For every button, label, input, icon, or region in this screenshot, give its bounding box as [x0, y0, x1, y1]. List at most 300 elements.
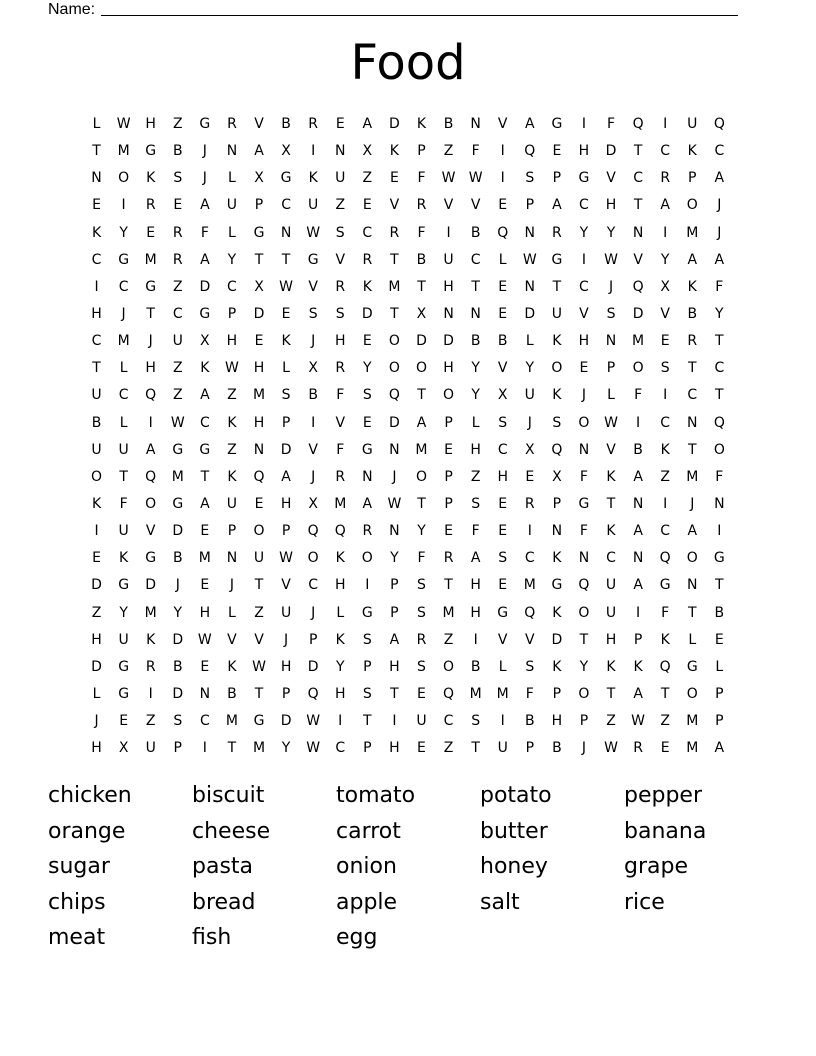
grid-letter: D: [145, 577, 157, 594]
grid-letter: W: [279, 278, 293, 295]
grid-letter: R: [524, 496, 535, 513]
grid-letter: P: [444, 414, 453, 431]
grid-letter: H: [334, 686, 346, 703]
grid-letter: Q: [307, 523, 319, 540]
grid-letter: A: [633, 577, 643, 594]
grid-letter: K: [227, 414, 237, 431]
grid-letter: G: [253, 224, 265, 241]
name-blank-line: [101, 0, 738, 16]
grid-letter: Q: [578, 577, 590, 594]
grid-letter: X: [200, 333, 210, 350]
grid-letter: Y: [525, 360, 535, 377]
grid-letter: C: [660, 143, 671, 160]
word-bank-item: cheese: [192, 818, 271, 844]
grid-letter: T: [687, 441, 697, 458]
grid-letter: S: [417, 604, 426, 621]
grid-letter: S: [471, 496, 481, 513]
grid-letter: V: [254, 116, 264, 133]
grid-letter: V: [227, 631, 237, 648]
grid-letter: R: [145, 197, 156, 214]
grid-letter: U: [118, 523, 129, 540]
grid-letter: I: [663, 224, 668, 241]
grid-letter: H: [578, 333, 590, 350]
grid-letter: U: [91, 441, 102, 458]
grid-letter: T: [254, 686, 264, 703]
grid-letter: E: [660, 740, 670, 757]
grid-letter: N: [578, 441, 590, 458]
grid-letter: F: [119, 496, 128, 513]
word-bank-item: rice: [624, 889, 665, 915]
grid-letter: Q: [551, 441, 563, 458]
grid-letter: R: [308, 116, 319, 133]
grid-letter: O: [686, 686, 698, 703]
grid-letter: O: [578, 414, 590, 431]
grid-letter: P: [281, 523, 291, 540]
grid-row: [83, 681, 733, 708]
grid-letter: L: [498, 658, 507, 675]
grid-letter: S: [308, 306, 318, 323]
grid-letter: H: [551, 713, 563, 730]
grid-letter: Z: [606, 713, 616, 730]
grid-letter: H: [145, 116, 156, 133]
grid-letter: K: [335, 550, 345, 567]
grid-letter: M: [198, 550, 211, 567]
grid-letter: Y: [660, 251, 670, 268]
grid-letter: B: [172, 143, 183, 160]
grid-letter: K: [389, 143, 399, 160]
grid-letter: A: [362, 116, 373, 133]
grid-letter: H: [253, 360, 265, 377]
grid-letter: Z: [227, 387, 237, 404]
grid-letter: J: [311, 333, 316, 350]
grid-letter: L: [525, 333, 534, 350]
word-bank: [48, 778, 768, 956]
grid-letter: O: [388, 333, 400, 350]
grid-letter: Z: [335, 197, 346, 214]
grid-letter: V: [633, 251, 643, 268]
grid-letter: F: [200, 224, 209, 241]
grid-letter: Z: [91, 604, 102, 621]
grid-row: [83, 328, 733, 355]
grid-letter: H: [389, 740, 400, 757]
grid-letter: A: [362, 496, 373, 513]
word-bank-item: chips: [48, 889, 106, 915]
grid-letter: N: [389, 441, 400, 458]
grid-letter: A: [145, 441, 156, 458]
grid-row: [83, 437, 733, 464]
grid-letter: T: [363, 713, 372, 730]
grid-letter: X: [118, 740, 129, 757]
grid-letter: V: [335, 251, 346, 268]
grid-letter: V: [308, 441, 318, 458]
grid-letter: Z: [470, 468, 481, 485]
grid-letter: D: [389, 414, 400, 431]
grid-letter: E: [254, 333, 264, 350]
grid-letter: M: [686, 224, 699, 241]
grid-letter: K: [687, 278, 697, 295]
grid-letter: W: [306, 224, 321, 241]
grid-letter: D: [416, 333, 427, 350]
grid-letter: R: [335, 360, 346, 377]
grid-letter: N: [443, 306, 454, 323]
grid-letter: I: [311, 414, 316, 431]
grid-letter: G: [145, 550, 157, 567]
grid-letter: G: [497, 604, 509, 621]
grid-letter: B: [443, 116, 454, 133]
grid-letter: J: [229, 577, 234, 594]
grid-letter: X: [308, 360, 318, 377]
grid-letter: I: [94, 278, 99, 295]
grid-letter: N: [389, 523, 400, 540]
grid-letter: P: [173, 740, 182, 757]
grid-letter: E: [579, 360, 589, 377]
grid-letter: W: [604, 740, 618, 757]
grid-row: [83, 735, 733, 762]
grid-letter: Y: [390, 550, 399, 567]
grid-letter: J: [202, 143, 207, 160]
word-bank-item: butter: [480, 818, 548, 844]
grid-letter: T: [390, 306, 399, 323]
grid-letter: I: [121, 197, 126, 214]
grid-letter: O: [551, 360, 563, 377]
grid-letter: U: [118, 631, 129, 648]
grid-letter: W: [252, 658, 266, 675]
grid-letter: J: [581, 740, 587, 757]
grid-letter: N: [362, 468, 373, 485]
grid-letter: L: [92, 116, 101, 133]
grid-letter: L: [92, 686, 101, 703]
grid-letter: O: [118, 170, 130, 187]
word-bank-item: biscuit: [192, 783, 265, 808]
grid-letter: P: [715, 686, 724, 703]
grid-letter: P: [281, 414, 291, 431]
grid-row: [83, 301, 733, 328]
grid-letter: E: [362, 414, 372, 431]
grid-letter: I: [500, 143, 505, 160]
grid-letter: B: [227, 686, 237, 703]
grid-letter: N: [632, 496, 644, 513]
grid-letter: A: [470, 550, 481, 567]
grid-letter: P: [552, 170, 562, 187]
grid-letter: T: [417, 496, 426, 513]
grid-row: [83, 518, 733, 545]
grid-letter: B: [308, 387, 318, 404]
grid-letter: V: [470, 197, 481, 214]
grid-row: [83, 192, 733, 219]
grid-letter: I: [581, 116, 587, 133]
grid-letter: D: [361, 306, 373, 323]
word-bank-item: meat: [48, 925, 106, 950]
grid-letter: S: [362, 387, 372, 404]
grid-letter: I: [202, 740, 207, 757]
grid-letter: P: [552, 496, 562, 513]
grid-letter: V: [497, 116, 508, 133]
grid-letter: Y: [606, 224, 616, 241]
grid-letter: W: [522, 251, 537, 268]
grid-letter: B: [416, 251, 427, 268]
grid-letter: P: [227, 306, 237, 323]
grid-letter: T: [715, 577, 724, 594]
grid-letter: E: [525, 468, 535, 485]
grid-letter: S: [362, 686, 372, 703]
grid-letter: H: [280, 658, 292, 675]
grid-row: [83, 410, 733, 437]
grid-letter: F: [417, 224, 426, 241]
grid-letter: T: [444, 577, 453, 594]
grid-letter: I: [148, 414, 153, 431]
grid-letter: S: [173, 713, 183, 730]
grid-letter: N: [524, 224, 536, 241]
grid-letter: I: [148, 686, 153, 703]
grid-letter: U: [226, 197, 238, 214]
grid-letter: I: [663, 387, 668, 404]
grid-letter: A: [200, 496, 210, 513]
grid-letter: K: [335, 631, 345, 648]
grid-letter: E: [498, 306, 508, 323]
grid-letter: E: [389, 170, 399, 187]
grid-letter: C: [606, 550, 616, 567]
grid-letter: H: [389, 658, 400, 675]
grid-letter: T: [606, 496, 616, 513]
grid-letter: U: [335, 170, 346, 187]
grid-letter: T: [633, 143, 643, 160]
grid-row: [83, 600, 733, 627]
grid-letter: S: [606, 306, 616, 323]
grid-letter: C: [633, 170, 643, 187]
grid-letter: I: [338, 713, 343, 730]
grid-letter: G: [551, 116, 563, 133]
grid-letter: B: [714, 604, 725, 621]
grid-letter: G: [253, 713, 265, 730]
grid-letter: A: [687, 523, 698, 540]
grid-letter: P: [688, 170, 697, 187]
word-bank-item: pasta: [192, 854, 254, 879]
grid-letter: S: [660, 360, 670, 377]
grid-letter: R: [227, 116, 237, 133]
grid-letter: P: [525, 197, 535, 214]
grid-letter: M: [686, 740, 699, 757]
grid-letter: D: [280, 713, 292, 730]
grid-letter: I: [392, 713, 397, 730]
grid-letter: Y: [363, 360, 372, 377]
grid-letter: O: [361, 550, 373, 567]
grid-letter: M: [334, 496, 347, 513]
word-bank-item: pepper: [624, 783, 703, 808]
grid-letter: V: [443, 197, 454, 214]
grid-row: [83, 464, 733, 491]
grid-letter: L: [228, 170, 236, 187]
grid-letter: E: [498, 278, 508, 295]
grid-letter: B: [524, 713, 535, 730]
grid-letter: N: [280, 224, 292, 241]
word-bank-item: tomato: [336, 783, 416, 808]
grid-letter: T: [552, 278, 562, 295]
grid-letter: S: [362, 631, 372, 648]
grid-letter: Y: [119, 224, 128, 241]
grid-letter: O: [388, 360, 400, 377]
grid-letter: N: [632, 224, 644, 241]
grid-letter: W: [197, 631, 212, 648]
grid-letter: U: [497, 740, 508, 757]
grid-letter: R: [687, 333, 698, 350]
grid-letter: V: [145, 523, 156, 540]
word-bank-item: banana: [624, 818, 707, 844]
grid-letter: S: [417, 577, 426, 594]
grid-letter: Z: [443, 740, 454, 757]
grid-letter: X: [497, 387, 508, 404]
grid-letter: A: [525, 116, 535, 133]
grid-letter: M: [117, 143, 130, 160]
word-bank-item: honey: [480, 854, 548, 879]
grid-letter: R: [552, 224, 562, 241]
grid-letter: N: [253, 441, 265, 458]
grid-letter: T: [254, 251, 264, 268]
grid-letter: J: [311, 468, 316, 485]
grid-letter: Y: [715, 306, 724, 323]
grid-letter: C: [714, 360, 725, 377]
grid-letter: G: [551, 577, 563, 594]
grid-letter: H: [253, 414, 265, 431]
grid-letter: U: [605, 604, 617, 621]
grid-letter: K: [552, 387, 562, 404]
grid-letter: X: [254, 278, 264, 295]
grid-letter: M: [686, 468, 699, 485]
grid-letter: L: [228, 604, 236, 621]
grid-letter: K: [91, 496, 102, 513]
grid-letter: Q: [524, 604, 536, 621]
grid-letter: Q: [713, 116, 725, 133]
grid-letter: P: [579, 713, 589, 730]
grid-letter: A: [687, 251, 698, 268]
grid-letter: L: [282, 360, 290, 377]
grid-letter: T: [633, 197, 643, 214]
grid-letter: W: [225, 360, 239, 377]
grid-letter: P: [525, 740, 535, 757]
grid-letter: Q: [632, 116, 644, 133]
grid-letter: B: [172, 550, 183, 567]
grid-letter: Q: [443, 686, 455, 703]
grid-letter: Y: [417, 523, 426, 540]
grid-letter: C: [91, 333, 102, 350]
grid-letter: Q: [713, 414, 725, 431]
grid-letter: U: [551, 306, 562, 323]
grid-letter: K: [552, 550, 562, 567]
grid-letter: T: [687, 604, 697, 621]
grid-letter: Z: [443, 143, 454, 160]
grid-letter: M: [252, 387, 266, 404]
grid-letter: N: [524, 278, 536, 295]
grid-letter: E: [444, 441, 453, 458]
grid-letter: R: [362, 251, 373, 268]
grid-letter: P: [633, 631, 643, 648]
grid-letter: E: [92, 550, 101, 567]
grid-letter: L: [119, 414, 128, 431]
grid-letter: C: [118, 387, 129, 404]
grid-letter: H: [443, 360, 454, 377]
grid-letter: M: [144, 251, 157, 268]
grid-letter: V: [660, 306, 670, 323]
grid-letter: F: [579, 468, 588, 485]
grid-letter: G: [578, 496, 590, 513]
grid-letter: W: [441, 170, 456, 187]
grid-letter: A: [633, 686, 643, 703]
grid-letter: D: [307, 658, 319, 675]
grid-letter: C: [579, 278, 589, 295]
grid-letter: O: [686, 197, 698, 214]
grid-letter: F: [715, 468, 724, 485]
grid-letter: E: [200, 523, 210, 540]
grid-letter: T: [119, 468, 128, 485]
grid-letter: X: [660, 278, 670, 295]
grid-letter: K: [119, 550, 129, 567]
grid-letter: S: [552, 414, 562, 431]
grid-letter: N: [551, 523, 563, 540]
grid-letter: B: [552, 740, 562, 757]
grid-letter: I: [94, 523, 99, 540]
grid-letter: F: [525, 686, 534, 703]
grid-row: [83, 491, 733, 518]
grid-letter: C: [443, 713, 454, 730]
grid-letter: D: [280, 441, 292, 458]
grid-letter: F: [336, 441, 345, 458]
grid-letter: A: [389, 631, 400, 648]
grid-letter: F: [336, 387, 345, 404]
grid-letter: F: [417, 550, 426, 567]
grid-letter: R: [389, 224, 400, 241]
grid-letter: Q: [253, 468, 265, 485]
grid-letter: P: [390, 604, 399, 621]
word-bank-item: grape: [624, 854, 688, 879]
word-bank-item: orange: [48, 818, 126, 844]
grid-letter: E: [660, 333, 670, 350]
grid-letter: O: [578, 604, 590, 621]
grid-letter: P: [227, 523, 237, 540]
grid-letter: F: [715, 278, 724, 295]
grid-letter: K: [633, 658, 643, 675]
grid-letter: P: [444, 496, 453, 513]
grid-letter: Y: [579, 658, 589, 675]
grid-letter: B: [687, 306, 698, 323]
grid-letter: A: [416, 414, 427, 431]
word-bank-item: potato: [480, 783, 552, 808]
word-bank-item: salt: [480, 889, 520, 915]
grid-letter: U: [280, 604, 292, 621]
grid-letter: C: [497, 441, 508, 458]
grid-letter: E: [498, 577, 508, 594]
grid-letter: O: [145, 496, 157, 513]
grid-letter: O: [91, 468, 103, 485]
grid-letter: E: [444, 523, 453, 540]
grid-letter: T: [390, 251, 399, 268]
grid-letter: W: [387, 496, 402, 513]
grid-letter: W: [604, 414, 618, 431]
grid-letter: G: [118, 251, 130, 268]
grid-letter: I: [636, 604, 641, 621]
grid-letter: T: [92, 143, 101, 160]
grid-letter: R: [172, 224, 183, 241]
grid-letter: N: [687, 414, 698, 431]
grid-letter: F: [579, 523, 588, 540]
grid-letter: C: [660, 414, 671, 431]
grid-letter: U: [91, 387, 102, 404]
page-title: Food: [350, 35, 466, 91]
grid-letter: O: [713, 441, 725, 458]
grid-letter: L: [498, 251, 507, 268]
grid-letter: T: [660, 686, 670, 703]
grid-letter: K: [281, 333, 291, 350]
grid-letter: T: [254, 577, 264, 594]
grid-letter: U: [172, 333, 183, 350]
